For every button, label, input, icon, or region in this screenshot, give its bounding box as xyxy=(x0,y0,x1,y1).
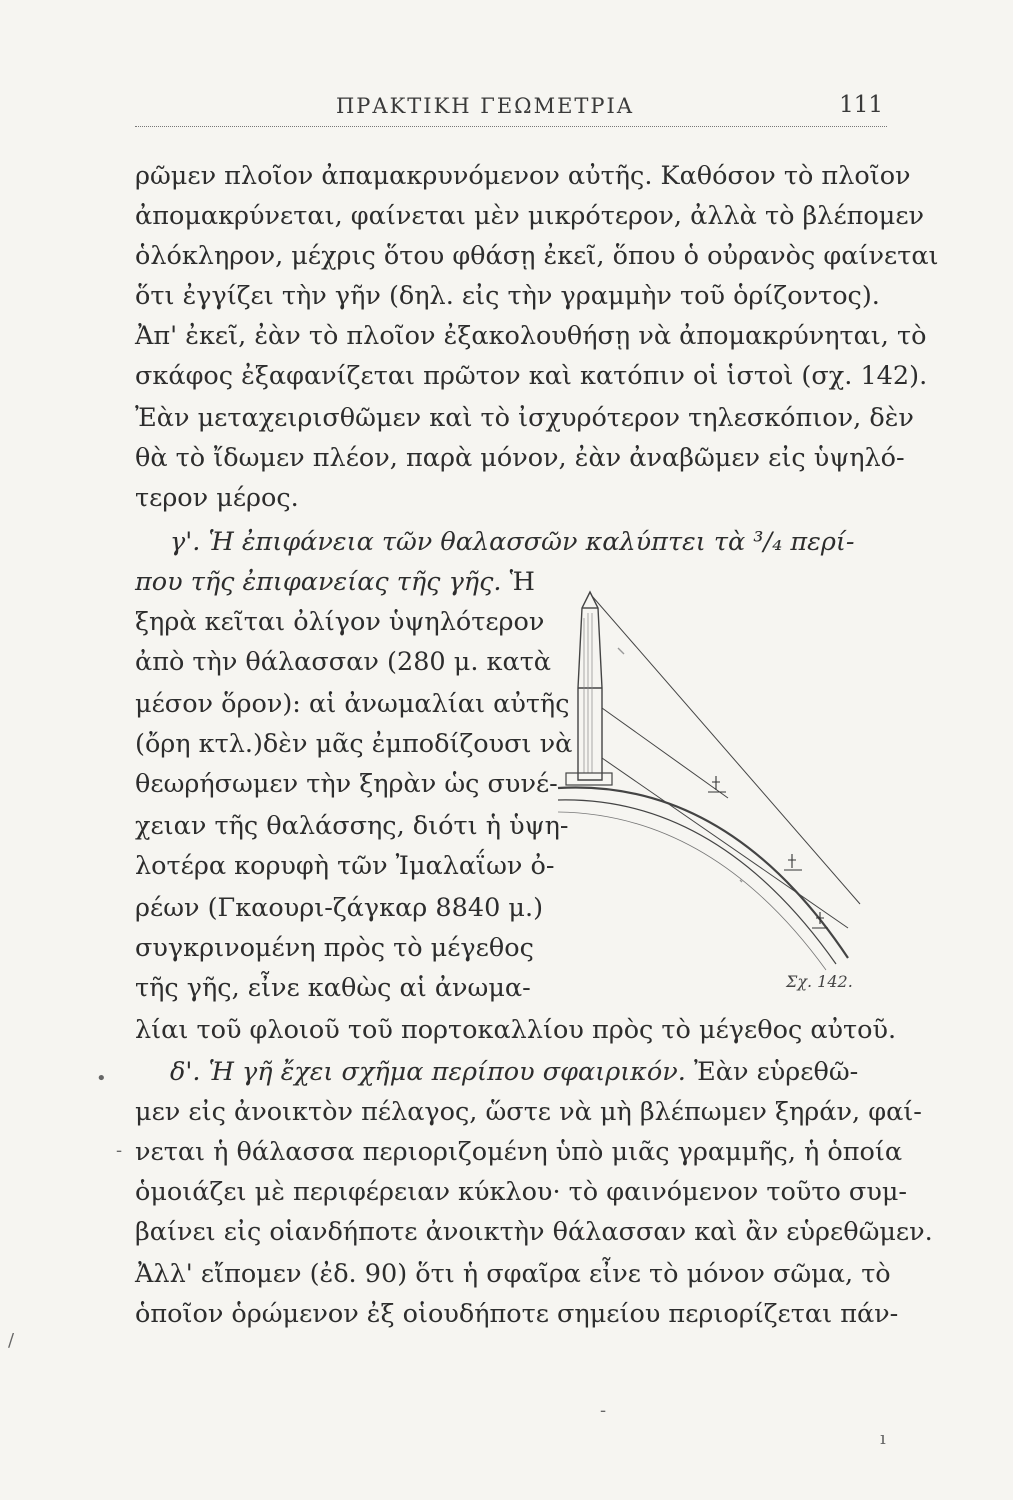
text-line: Ἀπ' ἐκεῖ, ἐὰν τὸ πλοῖον ἐξακολουθήσῃ νὰ ἀπομακρύνηται, τὸ xyxy=(135,321,927,351)
text-line: λίαι τοῦ φλοιοῦ τοῦ πορτοκαλλίου πρὸς τὸ μέγεθος αὐτοῦ. xyxy=(135,1015,897,1045)
text-line: ρέων (Γκαουρι-ζάγκαρ 8840 μ.) xyxy=(135,893,544,923)
stray-mark xyxy=(740,880,742,882)
text-line: μεν εἰς ἀνοικτὸν πέλαγος, ὥστε νὰ μὴ βλέπωμεν ξηράν, φαί- xyxy=(135,1097,922,1127)
margin-speck: • xyxy=(96,1068,107,1089)
text-line: Ἀλλ' εἴπομεν (ἐδ. 90) ὅτι ἡ σφαῖρα εἶνε τὸ μόνον σῶμα, τὸ xyxy=(135,1259,891,1289)
margin-speck: ı xyxy=(880,1428,886,1449)
stray-mark xyxy=(618,648,624,654)
section-gamma-heading xyxy=(170,526,854,558)
earth-curve-inner xyxy=(558,800,836,964)
text-fragment: Ἐὰν εὑρεθῶ- xyxy=(693,1057,859,1087)
text-line: ἀπομακρύνεται, φαίνεται μὲν μικρότερον, ἀλλὰ τὸ βλέπομεν xyxy=(135,201,925,231)
text-line: ἀπὸ τὴν θάλασσαν (280 μ. κατὰ xyxy=(135,647,552,677)
text-line: ὁποῖον ὁρώμενον ἐξ οἱουδήποτε σημείου περιορίζεται πάν- xyxy=(135,1299,899,1329)
running-header xyxy=(135,92,887,127)
text-line: θὰ τὸ ἴδωμεν πλέον, παρὰ μόνον, ἐὰν ἀναβῶμεν εἰς ὑψηλό- xyxy=(135,443,905,473)
text-line: τερον μέρος. xyxy=(135,483,299,513)
section-delta-heading xyxy=(170,1056,858,1088)
section-label: γ'. xyxy=(170,527,201,557)
tower-base xyxy=(566,773,612,785)
sight-line-middle xyxy=(602,708,728,798)
text-line: ρῶμεν πλοῖον ἀπαμακρυνόμενον αὐτῆς. Καθόσον τὸ πλοῖον xyxy=(135,161,911,191)
sight-line-top xyxy=(592,596,860,904)
section-italic-statement: Ἡ γῆ ἔχει σχῆμα περίπου σφαιρικόν. xyxy=(208,1057,686,1087)
text-line: χειαν τῆς θαλάσσης, διότι ἡ ὑψη- xyxy=(135,811,569,841)
section-italic-statement-cont: που τῆς ἐπιφανείας τῆς γῆς. xyxy=(135,567,502,597)
text-line: μέσον ὅρον): αἱ ἀνωμαλίαι αὐτῆς xyxy=(135,689,570,719)
earth-curve-outer xyxy=(558,787,848,958)
text-line: τῆς γῆς, εἶνε καθὼς αἱ ἀνωμα- xyxy=(135,973,531,1003)
text-line: ὁλόκληρον, μέχρις ὅτου φθάσῃ ἐκεῖ, ὅπου ὁ οὐρανὸς φαίνεται xyxy=(135,241,939,271)
margin-speck: - xyxy=(116,1140,123,1161)
figure-caption: Σχ. 142. xyxy=(786,972,853,991)
text-line: ὁμοιάζει μὲ περιφέρειαν κύκλου· τὸ φαινόμενον τοῦτο συμ- xyxy=(135,1177,908,1207)
figure-142-illustration xyxy=(548,568,868,1008)
text-line: νεται ἡ θάλασσα περιοριζομένη ὑπὸ μιᾶς γραμμῆς, ἡ ὁποία xyxy=(135,1137,903,1167)
page-number: 111 xyxy=(839,92,883,118)
tower-hatching xyxy=(584,613,592,773)
text-line: (ὄρη κτλ.)δὲν μᾶς ἐμποδίζουσι νὰ xyxy=(135,729,573,759)
text-line: θεωρήσωμεν τὴν ξηρὰν ὡς συνέ- xyxy=(135,769,558,799)
text-line xyxy=(135,566,535,598)
text-line: λοτέρα κορυφὴ τῶν Ἰμαλαΐων ὀ- xyxy=(135,851,555,881)
margin-speck: - xyxy=(600,1400,607,1421)
earth-curve-shade xyxy=(558,812,826,970)
text-line: ὅτι ἐγγίζει τὴν γῆν (δηλ. εἰς τὴν γραμμὴν τοῦ ὁρίζοντος). xyxy=(135,281,880,311)
text-line: βαίνει εἰς οἱανδήποτε ἀνοικτὴν θάλασσαν καὶ ἂν εὑρεθῶμεν. xyxy=(135,1217,933,1247)
sight-line-low xyxy=(602,758,848,928)
section-label: δ'. xyxy=(170,1057,201,1087)
text-line: σκάφος ἐξαφανίζεται πρῶτον καὶ κατόπιν οἱ ἱστοὶ (σχ. 142). xyxy=(135,361,928,391)
text-line: Ἐὰν μεταχειρισθῶμεν καὶ τὸ ἰσχυρότερον τηλεσκόπιον, δὲν xyxy=(135,403,914,433)
text-line: συγκρινομένη πρὸς τὸ μέγεθος xyxy=(135,933,534,963)
text-line: ξηρὰ κεῖται ὀλίγον ὑψηλότερον xyxy=(135,607,545,637)
tower-outline xyxy=(578,592,602,780)
text-fragment: Ἡ xyxy=(509,567,535,597)
margin-speck: / xyxy=(8,1330,15,1351)
section-italic-statement: Ἡ ἐπιφάνεια τῶν θαλασσῶν καλύπτει τὰ ³/₄ περί- xyxy=(208,527,855,557)
header-title: ΠΡΑΚΤΙΚΗ ΓΕΩΜΕΤΡΙΑ xyxy=(335,94,635,118)
